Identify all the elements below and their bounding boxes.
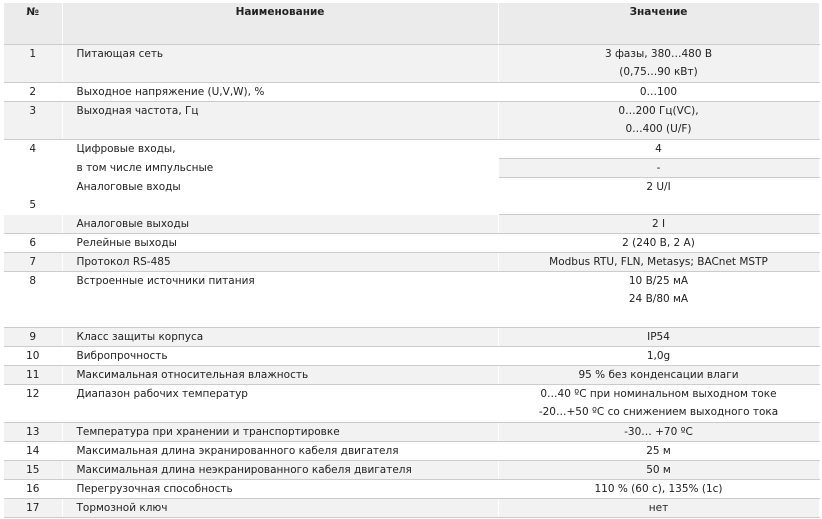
- row-num: 3: [4, 102, 62, 140]
- row-name: Цифровые входы,: [62, 140, 498, 159]
- row-value: [498, 45, 819, 83]
- value-line: 10 В/25 мА: [628, 275, 689, 287]
- row-name: Диапазон рабочих температур: [62, 385, 498, 423]
- spec-table: [4, 3, 820, 518]
- row-value: -30… +70 ºС: [498, 423, 819, 442]
- row-num: 13: [4, 423, 62, 442]
- table-row: [4, 102, 819, 140]
- row-value: 110 % (60 с), 135% (1с): [498, 480, 819, 499]
- row-value: 25 м: [498, 442, 819, 461]
- row-name: Максимальная длина экранированного кабеля двигателя: [62, 442, 498, 461]
- value-line: 24 В/80 мА: [628, 293, 689, 305]
- value-line: -20…+50 ºС со снижением выходного тока: [538, 406, 779, 418]
- row-num: 4: [4, 140, 62, 159]
- value-line: 0…200 Гц(VC),: [618, 105, 699, 117]
- table-row: [4, 385, 819, 423]
- table-row: [4, 253, 819, 272]
- row-num: 9: [4, 328, 62, 347]
- value-line: 3 фазы, 380…480 В: [604, 48, 713, 60]
- table-row: [4, 499, 819, 518]
- row-value: 2 I: [498, 215, 819, 234]
- row-value: нет: [498, 499, 819, 518]
- row-name: Максимальная длина неэкранированного кабеля двигателя: [62, 461, 498, 480]
- row-num: 16: [4, 480, 62, 499]
- row-value: [498, 385, 819, 423]
- table-row: [4, 140, 819, 159]
- row-num: 12: [4, 385, 62, 423]
- table-row: [4, 442, 819, 461]
- row-value: 50 м: [498, 461, 819, 480]
- row-value: 1,0g: [498, 347, 819, 366]
- row-name-sub: в том числе импульсные: [62, 159, 498, 178]
- row-value: [498, 102, 819, 140]
- table-row: [4, 178, 819, 197]
- table-row: [4, 328, 819, 347]
- table-row: [4, 45, 819, 83]
- row-name: Питающая сеть: [62, 45, 498, 83]
- value-line: 0…400 (U/F): [625, 123, 692, 135]
- row-name: Выходная частота, Гц: [62, 102, 498, 140]
- table-row: [4, 480, 819, 499]
- header-name: Наименование: [62, 3, 498, 45]
- row-name: Вибропрочность: [62, 347, 498, 366]
- row-value: Modbus RTU, FLN, Metasys; BACnet MSTP: [498, 253, 819, 272]
- row-name: Встроенные источники питания: [62, 272, 498, 328]
- row-value: [498, 272, 819, 328]
- row-num: 1: [4, 45, 62, 83]
- row-value: 95 % без конденсации влаги: [498, 366, 819, 385]
- table-header: [4, 3, 819, 45]
- row-value: IP54: [498, 328, 819, 347]
- table-row: [4, 347, 819, 366]
- row-name: Перегрузочная способность: [62, 480, 498, 499]
- row-num: 8: [4, 272, 62, 328]
- row-num: 15: [4, 461, 62, 480]
- row-name: Класс защиты корпуса: [62, 328, 498, 347]
- row-name: Температура при хранении и транспортировке: [62, 423, 498, 442]
- row-num: 10: [4, 347, 62, 366]
- row-name: Тормозной ключ: [62, 499, 498, 518]
- row-name: Аналоговые выходы: [62, 215, 498, 234]
- row-value: 0…100: [498, 83, 819, 102]
- table-row: [4, 234, 819, 253]
- row-value: 2 (240 В, 2 А): [498, 234, 819, 253]
- row-name: Выходное напряжение (U,V,W), %: [62, 83, 498, 102]
- row-num: 17: [4, 499, 62, 518]
- table-row: [4, 159, 819, 178]
- row-value-sub: -: [498, 159, 819, 178]
- table-row: [4, 366, 819, 385]
- row-num: 11: [4, 366, 62, 385]
- value-line: (0,75…90 кВт): [619, 66, 698, 78]
- row-value: 4: [498, 140, 819, 159]
- table-row: [4, 215, 819, 234]
- table-row: [4, 423, 819, 442]
- row-num: 7: [4, 253, 62, 272]
- table-row: [4, 83, 819, 102]
- row-name: Релейные выходы: [62, 234, 498, 253]
- value-line: 0…40 ºС при номинальном выходном токе: [540, 388, 777, 400]
- row-name: Максимальная относительная влажность: [62, 366, 498, 385]
- table-row: [4, 272, 819, 328]
- row-value-sub: 2 U/I: [498, 178, 819, 197]
- row-num: 6: [4, 234, 62, 253]
- row-num: 5: [4, 196, 62, 215]
- row-num: 14: [4, 442, 62, 461]
- row-num: 2: [4, 83, 62, 102]
- row-name-sub: Аналоговые входы: [62, 178, 498, 197]
- row-name: Протокол RS-485: [62, 253, 498, 272]
- table-row: [4, 196, 819, 215]
- header-num: №: [4, 3, 62, 45]
- header-value: Значение: [498, 3, 819, 45]
- table-row: [4, 461, 819, 480]
